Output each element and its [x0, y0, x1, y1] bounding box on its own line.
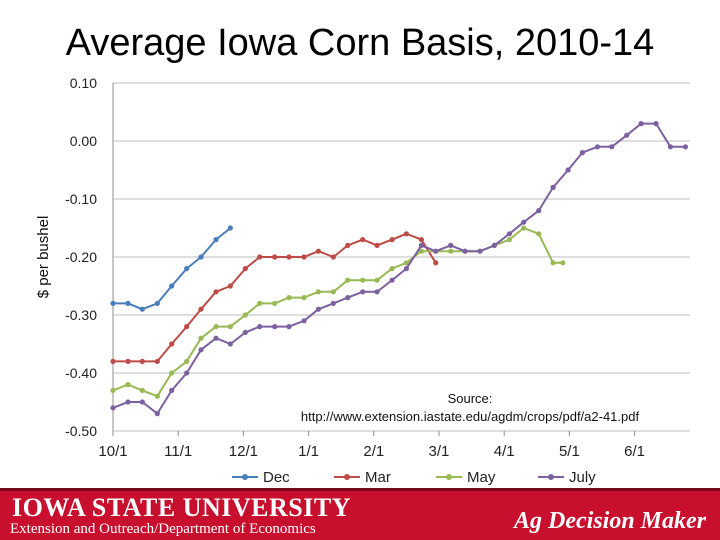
data-point-july: [653, 121, 658, 126]
data-point-mar: [140, 359, 145, 364]
data-point-july: [374, 289, 379, 294]
data-point-mar: [419, 237, 424, 242]
data-point-mar: [345, 243, 350, 248]
data-point-may: [550, 260, 555, 265]
footer-divider: [0, 488, 720, 491]
legend-marker-may: [446, 474, 452, 480]
data-point-july: [316, 307, 321, 312]
data-point-july: [521, 220, 526, 225]
data-point-july: [536, 208, 541, 213]
data-point-july: [272, 324, 277, 329]
data-point-may: [301, 295, 306, 300]
data-point-mar: [316, 249, 321, 254]
data-point-mar: [257, 254, 262, 259]
data-point-may: [198, 336, 203, 341]
data-point-may: [536, 231, 541, 236]
data-point-mar: [213, 289, 218, 294]
legend-label-may: May: [467, 469, 496, 486]
x-tick-label: 6/1: [624, 443, 646, 460]
data-point-may: [169, 370, 174, 375]
slide-title: Average Iowa Corn Basis, 2010-14: [65, 22, 655, 64]
data-point-dec: [213, 237, 218, 242]
y-tick-label: 0.10: [69, 75, 97, 91]
data-point-mar: [331, 254, 336, 259]
data-point-july: [624, 133, 629, 138]
data-point-july: [140, 399, 145, 404]
data-point-may: [184, 359, 189, 364]
data-point-july: [155, 411, 160, 416]
x-tick-label: 1/1: [298, 443, 320, 460]
legend-label-july: July: [569, 469, 596, 486]
x-tick-label: 3/1: [428, 443, 450, 460]
data-point-july: [286, 324, 291, 329]
y-tick-label: -0.50: [65, 423, 97, 439]
data-point-may: [560, 260, 565, 265]
data-point-july: [257, 324, 262, 329]
legend-label-dec: Dec: [263, 469, 290, 486]
y-axis-title: $ per bushel: [35, 215, 52, 299]
data-point-may: [521, 225, 526, 230]
data-point-dec: [184, 266, 189, 271]
series-layer: [110, 121, 688, 416]
data-point-mar: [360, 237, 365, 242]
data-point-july: [683, 144, 688, 149]
data-point-july: [345, 295, 350, 300]
data-point-may: [272, 301, 277, 306]
data-point-july: [462, 249, 467, 254]
legend-layer: [232, 469, 596, 486]
data-point-dec: [155, 301, 160, 306]
data-point-mar: [286, 254, 291, 259]
data-point-mar: [155, 359, 160, 364]
x-tick-label: 12/1: [228, 443, 258, 460]
data-point-may: [228, 324, 233, 329]
data-point-mar: [272, 254, 277, 259]
data-point-july: [198, 347, 203, 352]
data-point-may: [155, 394, 160, 399]
data-point-july: [331, 301, 336, 306]
data-point-may: [110, 388, 115, 393]
data-point-july: [448, 243, 453, 248]
data-point-july: [433, 249, 438, 254]
data-point-july: [595, 144, 600, 149]
data-point-mar: [404, 231, 409, 236]
corn-basis-chart: [0, 70, 720, 490]
data-point-may: [140, 388, 145, 393]
data-point-july: [228, 341, 233, 346]
department-text: Extension and Outreach/Department of Economics: [10, 521, 316, 537]
series-line-july: [113, 124, 685, 414]
legend-marker-mar: [344, 474, 350, 480]
data-point-may: [243, 312, 248, 317]
source-label: Source:: [447, 391, 493, 406]
data-point-july: [639, 121, 644, 126]
data-point-mar: [125, 359, 130, 364]
data-point-dec: [125, 301, 130, 306]
data-point-may: [507, 237, 512, 242]
legend-label-mar: Mar: [365, 469, 391, 486]
y-tick-label: -0.20: [65, 249, 97, 265]
data-point-mar: [389, 237, 394, 242]
data-point-mar: [198, 307, 203, 312]
data-point-mar: [228, 283, 233, 288]
data-point-july: [243, 330, 248, 335]
y-tick-label: -0.10: [65, 191, 97, 207]
data-point-july: [477, 249, 482, 254]
data-point-may: [374, 278, 379, 283]
data-point-july: [507, 231, 512, 236]
data-point-may: [448, 249, 453, 254]
data-point-july: [580, 150, 585, 155]
x-tick-label: 2/1: [363, 443, 385, 460]
data-point-may: [257, 301, 262, 306]
data-point-may: [286, 295, 291, 300]
data-point-july: [492, 243, 497, 248]
data-point-july: [550, 185, 555, 190]
y-tick-label: -0.40: [65, 365, 97, 381]
x-tick-label: 4/1: [493, 443, 515, 460]
data-point-may: [316, 289, 321, 294]
y-tick-label: 0.00: [69, 133, 97, 149]
data-point-mar: [169, 341, 174, 346]
data-point-dec: [228, 225, 233, 230]
data-point-july: [213, 336, 218, 341]
data-point-may: [213, 324, 218, 329]
data-point-mar: [433, 260, 438, 265]
x-tick-label: 5/1: [558, 443, 580, 460]
data-point-july: [125, 399, 130, 404]
data-point-mar: [184, 324, 189, 329]
data-point-mar: [374, 243, 379, 248]
x-tick-label: 11/1: [164, 443, 193, 460]
data-point-may: [345, 278, 350, 283]
data-point-dec: [110, 301, 115, 306]
data-point-mar: [110, 359, 115, 364]
data-point-july: [419, 243, 424, 248]
x-tick-label: 10/1: [98, 443, 128, 460]
legend-marker-july: [548, 474, 554, 480]
data-point-dec: [169, 283, 174, 288]
data-point-july: [301, 318, 306, 323]
source-url: http://www.extension.iastate.edu/agdm/crops/pdf/a2-41.pdf: [300, 409, 640, 424]
data-point-july: [389, 278, 394, 283]
data-point-dec: [140, 307, 145, 312]
legend-marker-dec: [242, 474, 248, 480]
data-point-july: [609, 144, 614, 149]
data-point-mar: [301, 254, 306, 259]
data-point-dec: [198, 254, 203, 259]
data-point-mar: [243, 266, 248, 271]
data-point-july: [169, 388, 174, 393]
data-point-july: [668, 144, 673, 149]
source-note: [250, 390, 690, 426]
data-point-july: [404, 266, 409, 271]
brand-logo-text: Ag Decision Maker: [514, 508, 706, 534]
data-point-july: [565, 167, 570, 172]
y-tick-label: -0.30: [65, 307, 97, 323]
data-point-may: [331, 289, 336, 294]
data-point-july: [360, 289, 365, 294]
data-point-may: [389, 266, 394, 271]
data-point-may: [125, 382, 130, 387]
data-point-july: [184, 370, 189, 375]
data-point-july: [110, 405, 115, 410]
data-point-may: [360, 278, 365, 283]
university-logo-text: IOWA STATE UNIVERSITY: [12, 493, 351, 522]
